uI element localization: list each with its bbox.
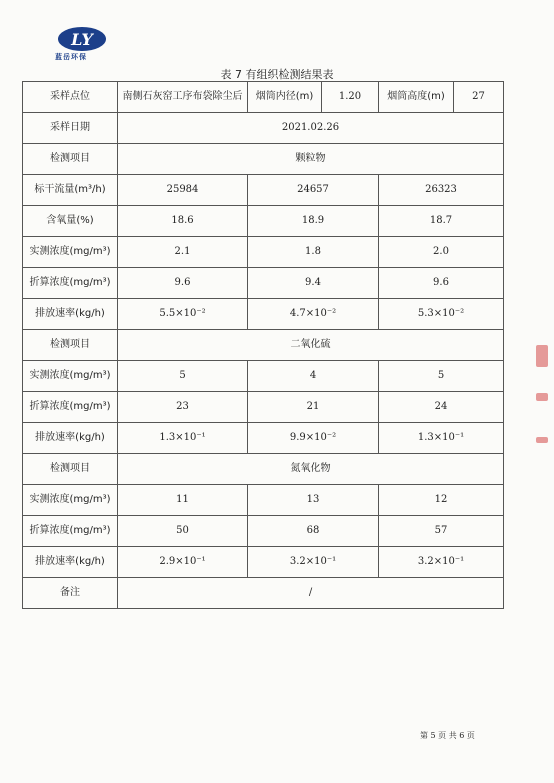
page-number: 第 5 页 共 6 页 [420,731,475,740]
value-cell: 3.2×10⁻¹ [248,547,379,578]
table-row [23,361,504,392]
section-header-row [23,144,504,175]
seal-mark [536,345,548,367]
value-cell: 9.4 [248,268,379,299]
company-name: 蓝岳环保 [55,53,87,61]
row-label: 折算浓度(mg/m³) [23,516,118,547]
value-cell: 21 [248,392,379,423]
value-cell: 13 [248,485,379,516]
row-label: 折算浓度(mg/m³) [23,392,118,423]
table-row [23,516,504,547]
seal-mark [536,393,548,401]
value-cell: 5 [118,361,248,392]
date-value: 2021.02.26 [118,113,504,144]
value-cell: 1.8 [248,237,379,268]
remark-label: 备注 [23,578,118,609]
remark-row [23,578,504,609]
value-cell: 5 [379,361,504,392]
remark-value: / [118,578,504,609]
point-value: 南侧石灰窑工序布袋除尘后 [118,82,248,113]
date-row [23,113,504,144]
height-label: 烟筒高度(m) [379,82,454,113]
logo-mark: LY [71,30,93,49]
value-cell: 3.2×10⁻¹ [379,547,504,578]
table-row [23,485,504,516]
value-cell: 2.9×10⁻¹ [118,547,248,578]
row-label: 实测浓度(mg/m³) [23,237,118,268]
value-cell: 9.9×10⁻² [248,423,379,454]
height-value: 27 [454,82,504,113]
section-header-row [23,454,504,485]
diameter-value: 1.20 [322,82,379,113]
row-label: 折算浓度(mg/m³) [23,268,118,299]
value-cell: 9.6 [379,268,504,299]
value-cell: 11 [118,485,248,516]
table-row [23,206,504,237]
value-cell: 2.1 [118,237,248,268]
seal-mark [536,437,548,443]
pollutant-name: 氮氧化物 [118,454,504,485]
value-cell: 18.9 [248,206,379,237]
table-row [23,175,504,206]
value-cell: 12 [379,485,504,516]
value-cell: 5.5×10⁻² [118,299,248,330]
table-row [23,423,504,454]
row-label: 实测浓度(mg/m³) [23,485,118,516]
table-row [23,547,504,578]
value-cell: 2.0 [379,237,504,268]
value-cell: 57 [379,516,504,547]
value-cell: 18.6 [118,206,248,237]
row-label: 实测浓度(mg/m³) [23,361,118,392]
value-cell: 9.6 [118,268,248,299]
value-cell: 4 [248,361,379,392]
table-row [23,299,504,330]
pollutant-name: 二氧化硫 [118,330,504,361]
row-label: 标干流量(m³/h) [23,175,118,206]
table-row [23,237,504,268]
value-cell: 68 [248,516,379,547]
point-label: 采样点位 [23,82,118,113]
item-label: 检测项目 [23,144,118,175]
value-cell: 23 [118,392,248,423]
row-label: 排放速率(kg/h) [23,547,118,578]
value-cell: 25984 [118,175,248,206]
value-cell: 1.3×10⁻¹ [379,423,504,454]
value-cell: 26323 [379,175,504,206]
header-row [23,82,504,113]
diameter-label: 烟筒内径(m) [248,82,322,113]
item-label: 检测项目 [23,454,118,485]
value-cell: 50 [118,516,248,547]
date-label: 采样日期 [23,113,118,144]
pollutant-name: 颗粒物 [118,144,504,175]
value-cell: 5.3×10⁻² [379,299,504,330]
value-cell: 1.3×10⁻¹ [118,423,248,454]
value-cell: 24657 [248,175,379,206]
results-table [22,81,504,609]
section-header-row [23,330,504,361]
table-row [23,392,504,423]
row-label: 排放速率(kg/h) [23,299,118,330]
value-cell: 18.7 [379,206,504,237]
row-label: 排放速率(kg/h) [23,423,118,454]
item-label: 检测项目 [23,330,118,361]
value-cell: 24 [379,392,504,423]
row-label: 含氧量(%) [23,206,118,237]
value-cell: 4.7×10⁻² [248,299,379,330]
table-row [23,268,504,299]
table-title: 表 7 有组织检测结果表 [220,68,334,81]
